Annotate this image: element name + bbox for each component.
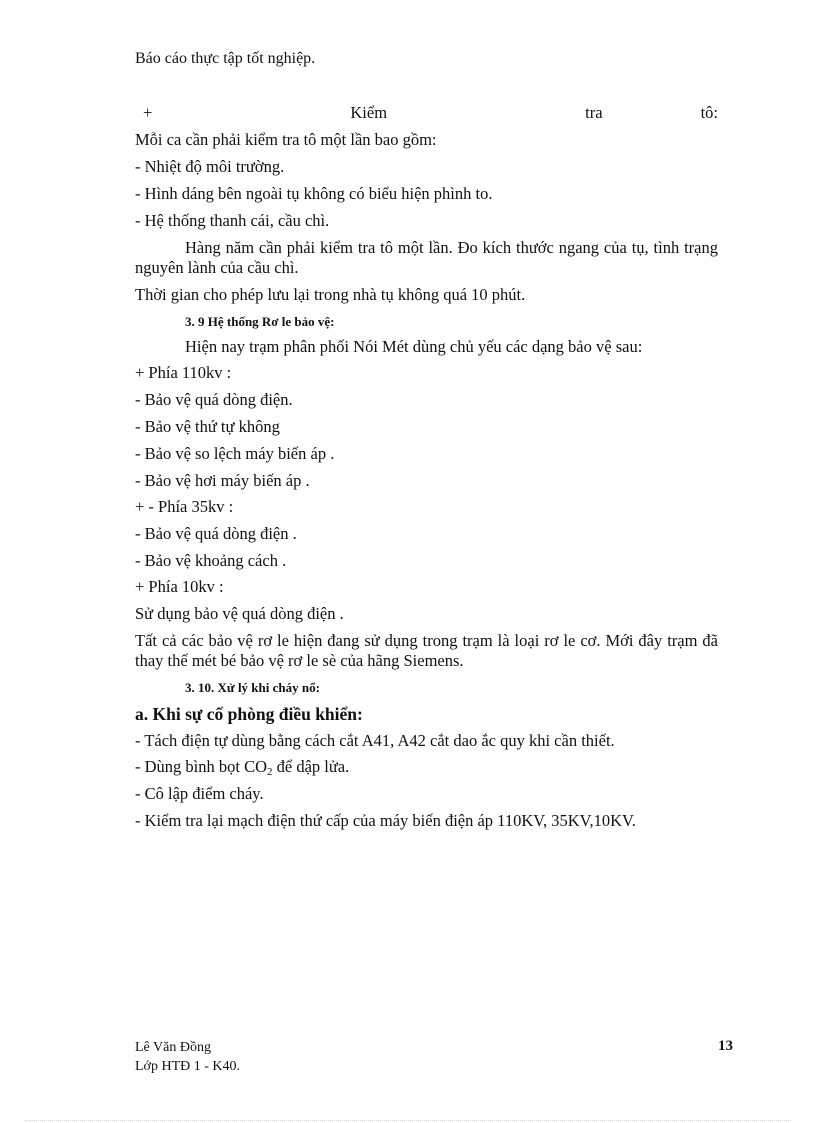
bottom-divider [25,1120,791,1121]
list-item: - Bảo vệ quá dòng điện. [135,390,293,409]
list-item: - Hình dáng bên ngoài tụ không có biểu hiện phình to. [135,184,493,203]
paragraph: Hàng năm cần phải kiểm tra tô một lần. Đo kích thước ngang của tụ, tình trạng nguyên lành của cầu chì. [135,238,718,277]
footer-class: Lớp HTĐ 1 - K40. [135,1059,240,1074]
page-number: 13 [718,1038,733,1054]
text-run: - Dùng bình bọt CO [135,757,267,776]
word-to: tô: [700,103,718,122]
list-item: + Phía 110kv : [135,363,232,382]
list-item: + Phía 10kv : [135,577,224,596]
list-item: - Bảo vệ so lệch máy biến áp . [135,444,335,463]
list-item: - Bảo vệ quá dòng điện . [135,524,297,543]
list-item: - Bảo vệ khoảng cách . [135,551,287,570]
section-heading-3-10: 3. 10. Xử lý khi cháy nổ: [185,680,320,695]
subsection-heading-a: a. Khi sự cố phòng điều khiển: [135,704,363,724]
text-line: Mỗi ca cần phải kiểm tra tô một lần bao gồm: [135,130,437,149]
text-line: Thời gian cho phép lưu lại trong nhà tụ không quá 10 phút. [135,285,526,304]
text-line: Sử dụng bảo vệ quá dòng điện . [135,604,344,623]
paragraph: Tất cả các bảo vệ rơ le hiện đang sử dụng trong trạm là loại rơ le cơ. Mới đây trạm đã thay thế mét bé bảo vệ rơ le sè của hãng Siemens. [135,631,718,670]
list-item [135,757,718,777]
word-kiem: Kiểm [350,103,388,122]
text-run: để dập lửa. [272,757,350,776]
list-item: - Nhiệt độ môi trường. [135,157,285,176]
kiem-tra-to-line [135,103,718,123]
list-item: - Hệ thống thanh cái, cầu chì. [135,211,330,230]
paragraph: - Kiểm tra lại mạch điện thứ cấp của máy biến điện áp 110KV, 35KV,10KV. [135,811,636,830]
list-item: - Cô lập điểm cháy. [135,784,264,803]
list-item: + - Phía 35kv : [135,497,234,516]
list-item: - Bảo vệ thứ tự không [135,417,280,436]
list-item: - Bảo vệ hơi máy biến áp . [135,471,310,490]
list-item: - Tách điện tự dùng bằng cách cắt A41, A42 cắt dao ắc quy khi cần thiết. [135,731,615,750]
page-header: Báo cáo thực tập tốt nghiệp. [135,50,316,67]
section-heading-3-9: 3. 9 Hệ thống Rơ le bảo vệ: [185,314,335,329]
text-line: Hiện nay trạm phân phối Nói Mét dùng chủ yếu các dạng bảo vệ sau: [185,337,643,356]
plus-sign: + [143,103,153,122]
footer-author: Lê Văn Đồng [135,1040,211,1055]
word-tra: tra [585,103,603,122]
subscript: 2 [267,766,273,778]
